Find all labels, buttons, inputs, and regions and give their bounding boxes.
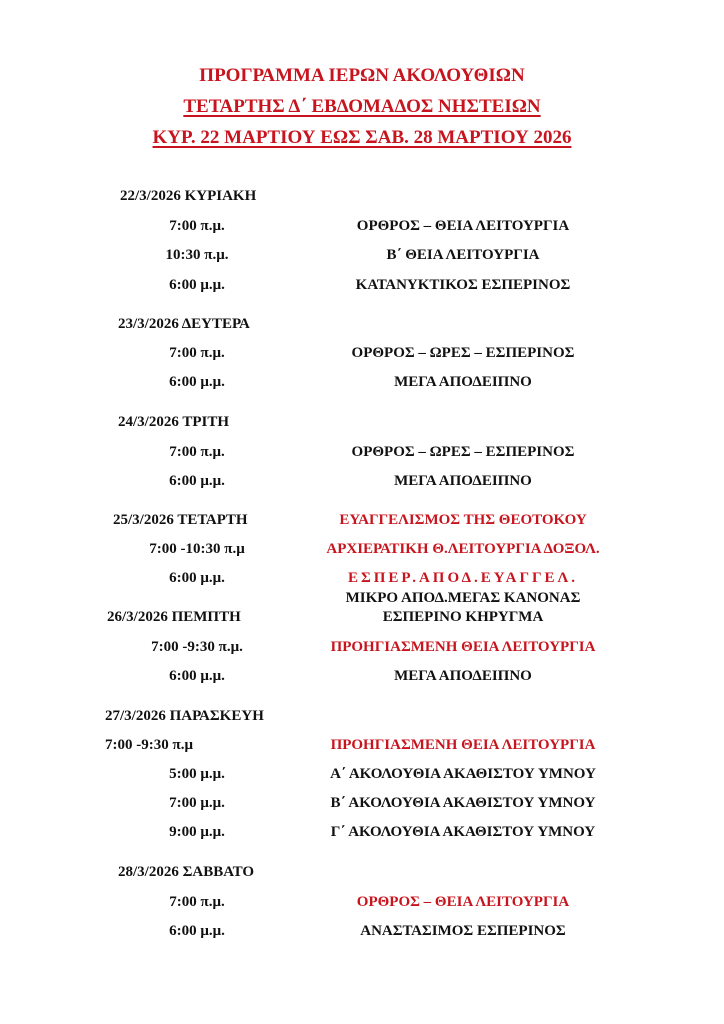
service-time: 6:00 μ.μ.: [169, 277, 225, 293]
service-name: ΜΙΚΡΟ ΑΠΟΔ.ΜΕΓΑΣ ΚΑΝΟΝΑΣ: [345, 590, 581, 606]
service-name: ΟΡΘΡΟΣ – ΩΡΕΣ – ΕΣΠΕΡΙΝΟΣ: [351, 345, 575, 361]
service-time: 5:00 μ.μ.: [169, 766, 225, 782]
day-date: 24/3/2026 ΤΡΙΤΗ: [118, 414, 229, 430]
service-name: ΜΕΓΑ ΑΠΟΔΕΙΠΝΟ: [394, 374, 532, 390]
service-time: 6:00 μ.μ.: [169, 473, 225, 489]
service-name: ΠΡΟΗΓΙΑΣΜΕΝΗ ΘΕΙΑ ΛΕΙΤΟΥΡΓΙΑ: [330, 737, 596, 753]
service-time: 6:00 μ.μ.: [169, 668, 225, 684]
service-time: 10:30 π.μ.: [165, 247, 229, 263]
service-time: 7:00 -9:30 π.μ.: [151, 639, 243, 655]
service-time: 9:00 μ.μ.: [169, 824, 225, 840]
service-name: Β΄ ΘΕΙΑ ΛΕΙΤΟΥΡΓΙΑ: [386, 247, 540, 263]
service-name: ΟΡΘΡΟΣ – ΘΕΙΑ ΛΕΙΤΟΥΡΓΙΑ: [356, 218, 570, 234]
service-name: ΕΣΠΕΡ.ΑΠΟΔ.ΕΥΑΓΓΕΛ.: [347, 570, 579, 586]
title-line-3: ΚΥΡ. 22 ΜΑΡΤΙΟΥ ΕΩΣ ΣΑΒ. 28 ΜΑΡΤΙΟΥ 2026: [152, 127, 572, 148]
service-time: 7:00 π.μ.: [169, 218, 225, 234]
day-date: 22/3/2026 ΚΥΡΙΑΚΗ: [120, 188, 257, 204]
service-time: 7:00 π.μ.: [169, 345, 225, 361]
day-date: 25/3/2026 ΤΕΤΑΡΤΗ: [113, 512, 248, 528]
day-feast: ΕΣΠΕΡΙΝΟ ΚΗΡΥΓΜΑ: [382, 609, 544, 625]
day-date: 27/3/2026 ΠΑΡΑΣΚΕΥΗ: [105, 708, 264, 724]
service-name: ΟΡΘΡΟΣ – ΩΡΕΣ – ΕΣΠΕΡΙΝΟΣ: [351, 444, 575, 460]
service-time: 7:00 μ.μ.: [169, 795, 225, 811]
service-name: Α΄ ΑΚΟΛΟΥΘΙΑ ΑΚΑΘΙΣΤΟΥ ΥΜΝΟΥ: [330, 766, 596, 782]
service-time: 7:00 π.μ.: [169, 894, 225, 910]
service-time: 7:00 π.μ.: [169, 444, 225, 460]
title-line-1: ΠΡΟΓΡΑΜΜΑ ΙΕΡΩΝ ΑΚΟΛΟΥΘΙΩΝ: [199, 65, 525, 86]
service-name: Γ΄ ΑΚΟΛΟΥΘΙΑ ΑΚΑΘΙΣΤΟΥ ΥΜΝΟΥ: [330, 824, 596, 840]
day-date: 26/3/2026 ΠΕΜΠΤΗ: [107, 609, 241, 625]
day-date: 28/3/2026 ΣΑΒΒΑΤΟ: [118, 864, 255, 880]
day-feast: ΕΥΑΓΓΕΛΙΣΜΟΣ ΤΗΣ ΘΕΟΤΟΚΟΥ: [339, 512, 587, 528]
service-name: ΑΝΑΣΤΑΣΙΜΟΣ ΕΣΠΕΡΙΝΟΣ: [360, 923, 566, 939]
service-name: ΟΡΘΡΟΣ – ΘΕΙΑ ΛΕΙΤΟΥΡΓΙΑ: [356, 894, 570, 910]
service-name: Β΄ ΑΚΟΛΟΥΘΙΑ ΑΚΑΘΙΣΤΟΥ ΥΜΝΟΥ: [330, 795, 596, 811]
service-time: 6:00 μ.μ.: [169, 570, 225, 586]
title-line-2: ΤΕΤΑΡΤΗΣ Δ΄ ΕΒΔΟΜΑΔΟΣ ΝΗΣΤΕΙΩΝ: [183, 96, 541, 117]
service-name: ΠΡΟΗΓΙΑΣΜΕΝΗ ΘΕΙΑ ΛΕΙΤΟΥΡΓΙΑ: [330, 639, 596, 655]
service-time: 7:00 -10:30 π.μ: [149, 541, 245, 557]
day-date: 23/3/2026 ΔΕΥΤΕΡΑ: [118, 316, 250, 332]
service-time: 7:00 -9:30 π.μ: [105, 737, 193, 753]
service-time: 6:00 μ.μ.: [169, 923, 225, 939]
service-name: ΚΑΤΑΝΥΚΤΙΚΟΣ ΕΣΠΕΡΙΝΟΣ: [355, 277, 571, 293]
service-name: ΑΡΧΙΕΡΑΤΙΚΗ Θ.ΛΕΙΤΟΥΡΓΙΑ ΔΟΞΟΛ.: [326, 541, 600, 557]
service-time: 6:00 μ.μ.: [169, 374, 225, 390]
service-name: ΜΕΓΑ ΑΠΟΔΕΙΠΝΟ: [394, 668, 532, 684]
service-name: ΜΕΓΑ ΑΠΟΔΕΙΠΝΟ: [394, 473, 532, 489]
